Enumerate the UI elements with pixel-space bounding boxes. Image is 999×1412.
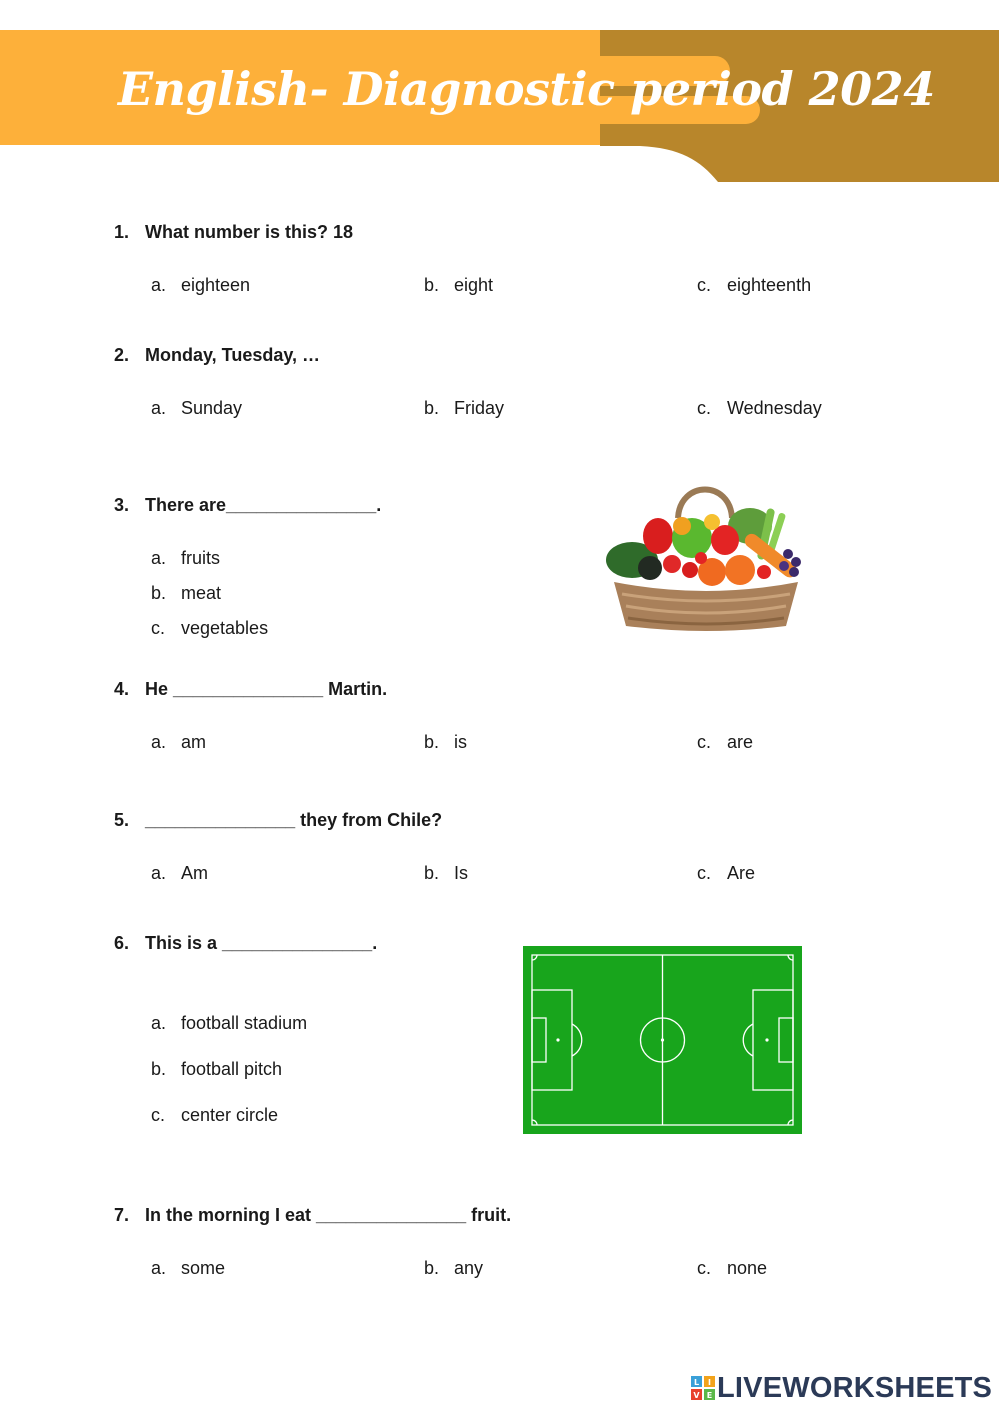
question-text: This is a _______________. [145, 933, 378, 953]
option-3b[interactable] [151, 583, 221, 604]
question-text: Monday, Tuesday, … [145, 345, 321, 365]
logo-icon-letter: L [693, 1378, 700, 1387]
option-5b[interactable] [424, 863, 468, 884]
liveworksheets-logo[interactable] [691, 1372, 992, 1404]
option-text: meat [181, 583, 222, 603]
option-text: none [727, 1258, 768, 1278]
option-text: eighteenth [727, 275, 812, 295]
option-text: football pitch [181, 1059, 283, 1079]
option-letter: a. [151, 548, 167, 568]
page-title: English- Diagnostic period 2024 [118, 62, 935, 116]
option-text: vegetables [181, 618, 269, 638]
logo-icon-letter: E [706, 1391, 713, 1400]
option-6c[interactable] [151, 1105, 278, 1126]
question-text: _______________ they from Chile? [145, 810, 443, 830]
question-text: He _______________ Martin. [145, 679, 388, 699]
option-letter: a. [151, 732, 167, 752]
option-letter: b. [424, 732, 440, 752]
option-4b[interactable] [424, 732, 467, 753]
option-text: Are [727, 863, 756, 883]
option-text: is [454, 732, 467, 752]
question-number: 5. [114, 810, 130, 830]
option-2c[interactable] [697, 398, 822, 419]
option-5c[interactable] [697, 863, 755, 884]
option-text: some [181, 1258, 226, 1278]
option-letter: b. [151, 583, 167, 603]
option-letter: c. [697, 1258, 712, 1278]
question-text: In the morning I eat _______________ fruit. [145, 1205, 512, 1225]
vegetable-basket-image [600, 478, 812, 636]
question-number: 3. [114, 495, 130, 515]
option-1c[interactable] [697, 275, 811, 296]
option-4c[interactable] [697, 732, 753, 753]
option-text: football stadium [181, 1013, 308, 1033]
question-number: 7. [114, 1205, 130, 1225]
option-1b[interactable] [424, 275, 493, 296]
option-5a[interactable] [151, 863, 208, 884]
question-text: What number is this? 18 [145, 222, 354, 242]
liveworksheets-logo-icon [691, 1376, 715, 1400]
option-3a[interactable] [151, 548, 220, 569]
option-letter: b. [151, 1059, 167, 1079]
option-text: are [727, 732, 754, 752]
option-text: am [181, 732, 207, 752]
option-text: eighteen [181, 275, 251, 295]
option-7b[interactable] [424, 1258, 483, 1279]
option-letter: b. [424, 863, 440, 883]
option-6b[interactable] [151, 1059, 282, 1080]
logo-icon-letter: V [693, 1391, 700, 1400]
option-7c[interactable] [697, 1258, 767, 1279]
option-text: any [454, 1258, 484, 1278]
question-6 [114, 933, 377, 954]
question-5 [114, 810, 442, 831]
option-letter: c. [151, 1105, 166, 1125]
option-text: fruits [181, 548, 221, 568]
option-letter: c. [697, 732, 712, 752]
option-1a[interactable] [151, 275, 250, 296]
question-number: 2. [114, 345, 130, 365]
question-4 [114, 679, 387, 700]
option-letter: a. [151, 398, 167, 418]
logo-icon-letter: I [708, 1378, 711, 1387]
option-4a[interactable] [151, 732, 206, 753]
option-text: Wednesday [727, 398, 822, 418]
question-number: 1. [114, 222, 130, 242]
option-text: center circle [181, 1105, 279, 1125]
option-letter: a. [151, 1013, 167, 1033]
option-letter: b. [424, 275, 440, 295]
option-2a[interactable] [151, 398, 242, 419]
option-letter: c. [697, 398, 712, 418]
option-letter: c. [151, 618, 166, 638]
option-letter: b. [424, 398, 440, 418]
option-6a[interactable] [151, 1013, 307, 1034]
option-text: Sunday [181, 398, 243, 418]
option-letter: c. [697, 863, 712, 883]
option-text: Friday [454, 398, 505, 418]
football-pitch-image [523, 946, 802, 1134]
question-7 [114, 1205, 511, 1226]
option-letter: c. [697, 275, 712, 295]
option-text: eight [454, 275, 494, 295]
option-letter: a. [151, 1258, 167, 1278]
question-number: 6. [114, 933, 130, 953]
option-letter: a. [151, 275, 167, 295]
option-2b[interactable] [424, 398, 504, 419]
option-letter: a. [151, 863, 167, 883]
question-1 [114, 222, 353, 243]
question-number: 4. [114, 679, 130, 699]
liveworksheets-logo-text: LIVEWORKSHEETS [717, 1371, 993, 1404]
question-text: There are_______________. [145, 495, 382, 515]
option-letter: b. [424, 1258, 440, 1278]
option-text: Is [454, 863, 469, 883]
question-3 [114, 495, 381, 516]
option-7a[interactable] [151, 1258, 225, 1279]
question-2 [114, 345, 320, 366]
option-text: Am [181, 863, 208, 883]
option-3c[interactable] [151, 618, 268, 639]
